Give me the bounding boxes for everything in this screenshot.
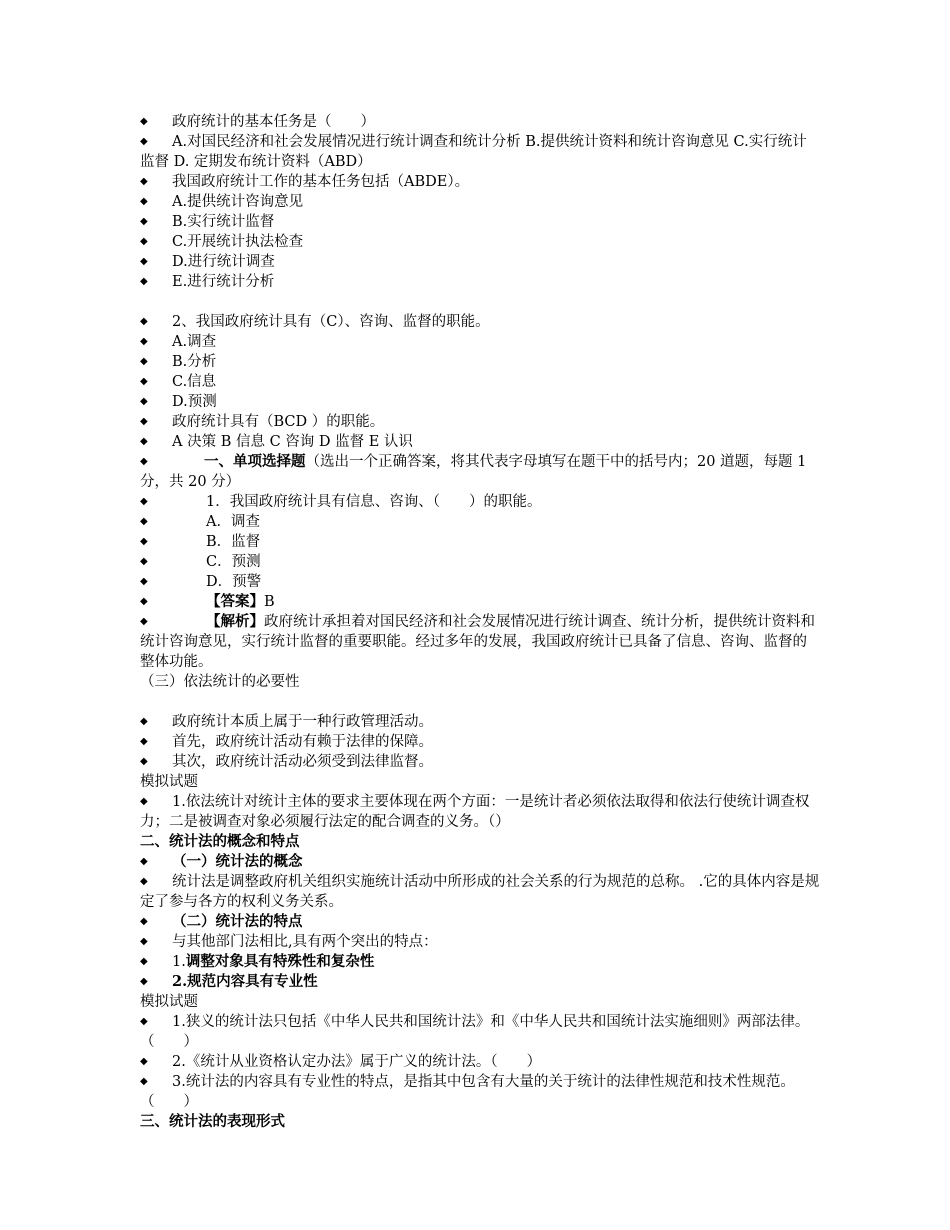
bullet-line: ◆ 与其他部门法相比,具有两个突出的特点： bbox=[140, 932, 820, 952]
bullet-line: ◆ D.预测 bbox=[140, 392, 820, 412]
plain-line: （三）依法统计的必要性 bbox=[140, 674, 300, 690]
bullet-line: ◆ C.信息 bbox=[140, 372, 820, 392]
section-heading: 一、单项选择题 bbox=[204, 453, 306, 470]
section-heading: 三、统计法的表现形式 bbox=[140, 1113, 285, 1130]
bullet-line: ◆ 我国政府统计工作的基本任务包括（ABDE）。 bbox=[140, 172, 820, 192]
document-body bbox=[140, 112, 820, 1132]
bullet-line bbox=[140, 1012, 820, 1052]
spacer bbox=[140, 292, 820, 312]
bullet-line bbox=[140, 792, 820, 832]
bullet-line: ◆ C.开展统计执法检查 bbox=[140, 232, 820, 252]
bullet-line: ◆ B.分析 bbox=[140, 352, 820, 372]
bullet-line: ◆ A.调查 bbox=[140, 332, 820, 352]
bullet-line: ◆ D．预警 bbox=[140, 572, 820, 592]
bullet-line bbox=[140, 1072, 820, 1112]
analysis-text: 政府统计承担着对国民经济和社会发展情况进行统计调查、统计分析，提供统计资料和统计咨询意见，实行统计监督的重要职能。经过多年的发展，我国政府统计已具备了信息、咨询、监督的整体功能。 bbox=[140, 614, 815, 670]
paragraph-text: ◆ 3.统计法的内容具有专业性的特点，是指其中包含有大量的关于统计的法律性规范和技术性规范。（ ） bbox=[140, 1074, 795, 1110]
bullet-line: ◆ 2.《统计从业资格认定办法》属于广义的统计法。（ ） bbox=[140, 1052, 820, 1072]
bullet-line: ◆ B．监督 bbox=[140, 532, 820, 552]
bullet-line: ◆ 政府统计本质上属于一种行政管理活动。 bbox=[140, 712, 820, 732]
item-number: 1. bbox=[172, 954, 186, 970]
paragraph-text: ◆ A.对国民经济和社会发展情况进行统计调查和统计分析 B.提供统计资料和统计咨询意见 C.实行统计监督 D. 定期发布统计资料（ABD） bbox=[140, 134, 807, 170]
bullet-line bbox=[140, 452, 820, 492]
bullet-line: ◆ （二）统计法的特点 bbox=[140, 912, 820, 932]
bullet-line: ◆ （一）统计法的概念 bbox=[140, 852, 820, 872]
bullet-line: ◆ 政府统计具有（BCD ）的职能。 bbox=[140, 412, 820, 432]
plain-line: 模拟试题 bbox=[140, 774, 198, 790]
paragraph-text: ◆ 1.依法统计对统计主体的要求主要体现在两个方面：一是统计者必须依法取得和依法行使统计调查权力；二是被调查对象必须履行法定的配合调查的义务。（） bbox=[140, 794, 810, 830]
paragraph-text: ◆ 1.狭义的统计法只包括《中华人民共和国统计法》和《中华人民共和国统计法实施细则》两部法律。（ ） bbox=[140, 1014, 810, 1050]
section-heading: 二、统计法的概念和特点 bbox=[140, 833, 300, 850]
bullet-line: ◆ A.提供统计咨询意见 bbox=[140, 192, 820, 212]
bullet-line: ◆ C．预测 bbox=[140, 552, 820, 572]
bullet-line bbox=[140, 592, 820, 612]
paragraph-text: ◆ 统计法是调整政府机关组织实施统计活动中所形成的社会关系的行为规范的总称。 .它的具体内容是规定了参与各方的权利义务关系。 bbox=[140, 874, 820, 910]
bullet-line: ◆ 2.规范内容具有专业性 bbox=[140, 972, 820, 992]
bullet-line: ◆ 1．我国政府统计具有信息、咨询、（ ）的职能。 bbox=[140, 492, 820, 512]
bullet-line bbox=[140, 872, 820, 912]
bullet-line: ◆ 2、我国政府统计具有（C）、咨询、监督的职能。 bbox=[140, 312, 820, 332]
analysis-label: 【解析】 bbox=[206, 613, 264, 630]
bullet-line: ◆ A．调查 bbox=[140, 512, 820, 532]
bullet-line: ◆ 其次，政府统计活动必须受到法律监督。 bbox=[140, 752, 820, 772]
paragraph-text bbox=[140, 612, 820, 672]
paragraph-text bbox=[140, 452, 820, 492]
bullet-line: ◆ 首先，政府统计活动有赖于法律的保障。 bbox=[140, 732, 820, 752]
bullet-line bbox=[140, 132, 820, 172]
heading-note: （选出一个正确答案，将其代表字母填写在题干中的括号内；20 道题，每题 1 分，共 20 分） bbox=[140, 454, 807, 490]
item-text: 调整对象具有特殊性和复杂性 bbox=[185, 953, 375, 970]
bullet-line: ◆ E.进行统计分析 bbox=[140, 272, 820, 292]
answer-value: B bbox=[264, 594, 275, 610]
plain-line: 模拟试题 bbox=[140, 994, 198, 1010]
bullet-line: ◆ B.实行统计监督 bbox=[140, 212, 820, 232]
bullet-line: ◆ 政府统计的基本任务是（ ） bbox=[140, 112, 820, 132]
bullet-line: ◆ A 决策 B 信息 C 咨询 D 监督 E 认识 bbox=[140, 432, 820, 452]
spacer bbox=[140, 692, 820, 712]
bullet-line: ◆ D.进行统计调查 bbox=[140, 252, 820, 272]
answer-label: 【答案】 bbox=[206, 593, 264, 610]
bullet-line bbox=[140, 612, 820, 672]
bullet-line bbox=[140, 952, 820, 972]
